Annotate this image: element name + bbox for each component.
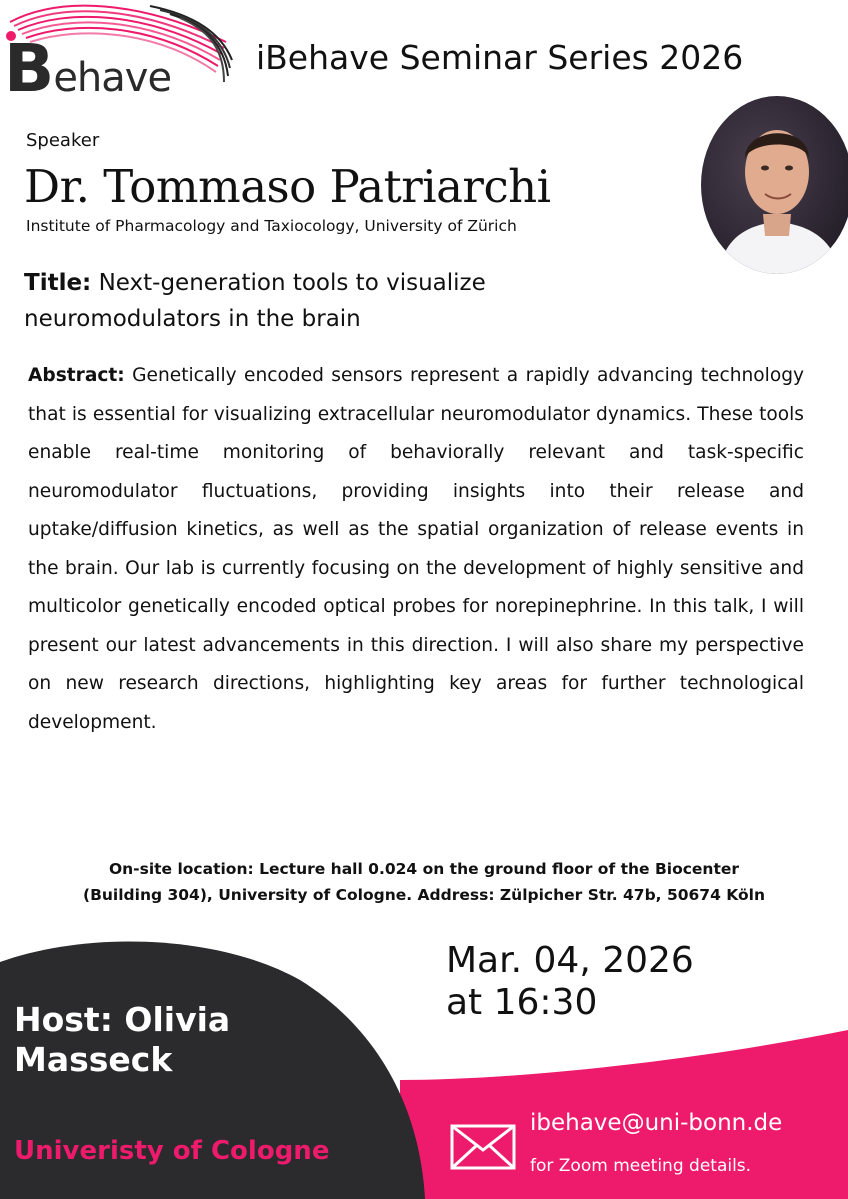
series-title: iBehave Seminar Series 2026 (256, 38, 744, 77)
contact-email[interactable]: ibehave@uni-bonn.de (530, 1110, 783, 1136)
location-line-1: On-site location: Lecture hall 0.024 on the ground floor of the Biocenter (108, 860, 740, 878)
abstract-label: Abstract: (28, 365, 125, 386)
speaker-label: Speaker (26, 130, 100, 151)
event-time: at 16:30 (446, 982, 598, 1023)
logo-wordmark: Behave (4, 30, 172, 107)
event-datetime (446, 940, 694, 1024)
host-affiliation: Univeristy of Cologne (14, 1136, 330, 1166)
speaker-institution: Institute of Pharmacology and Taxiocology, University of Zürich (26, 217, 517, 235)
abstract-text: Genetically encoded sensors represent a rapidly advancing technology that is essential for visualizing extracellular neuromodulator dynamics. These tools enable real-time monitoring of behaviorally relevant and task-specific neuromodulator fluctuations, providing insights into their release and uptake/diffusion kinetics, as well as the spatial organization of release events in the brain. Our lab is currently focusing on the development of highly sensitive and multicolor genetically encoded optical probes for norepinephrine. In this talk, I will present our latest advancements in this direction. I will also share my perspective on new research directions, highlighting key areas for further technological development. (28, 365, 804, 733)
mail-icon (450, 1124, 516, 1170)
contact-note: for Zoom meeting details. (530, 1156, 752, 1176)
host-name: Host: Olivia Masseck (14, 1000, 231, 1079)
title-label: Title: (24, 270, 92, 296)
event-date: Mar. 04, 2026 (446, 940, 694, 981)
location-line-2: (Building 304), University of Cologne. Address: Zülpicher Str. 47b, 50674 Köln (82, 886, 765, 904)
speaker-name: Dr. Tommaso Patriarchi (24, 160, 551, 213)
title-text: Next-generation tools to visualize neuromodulators in the brain (24, 270, 486, 332)
